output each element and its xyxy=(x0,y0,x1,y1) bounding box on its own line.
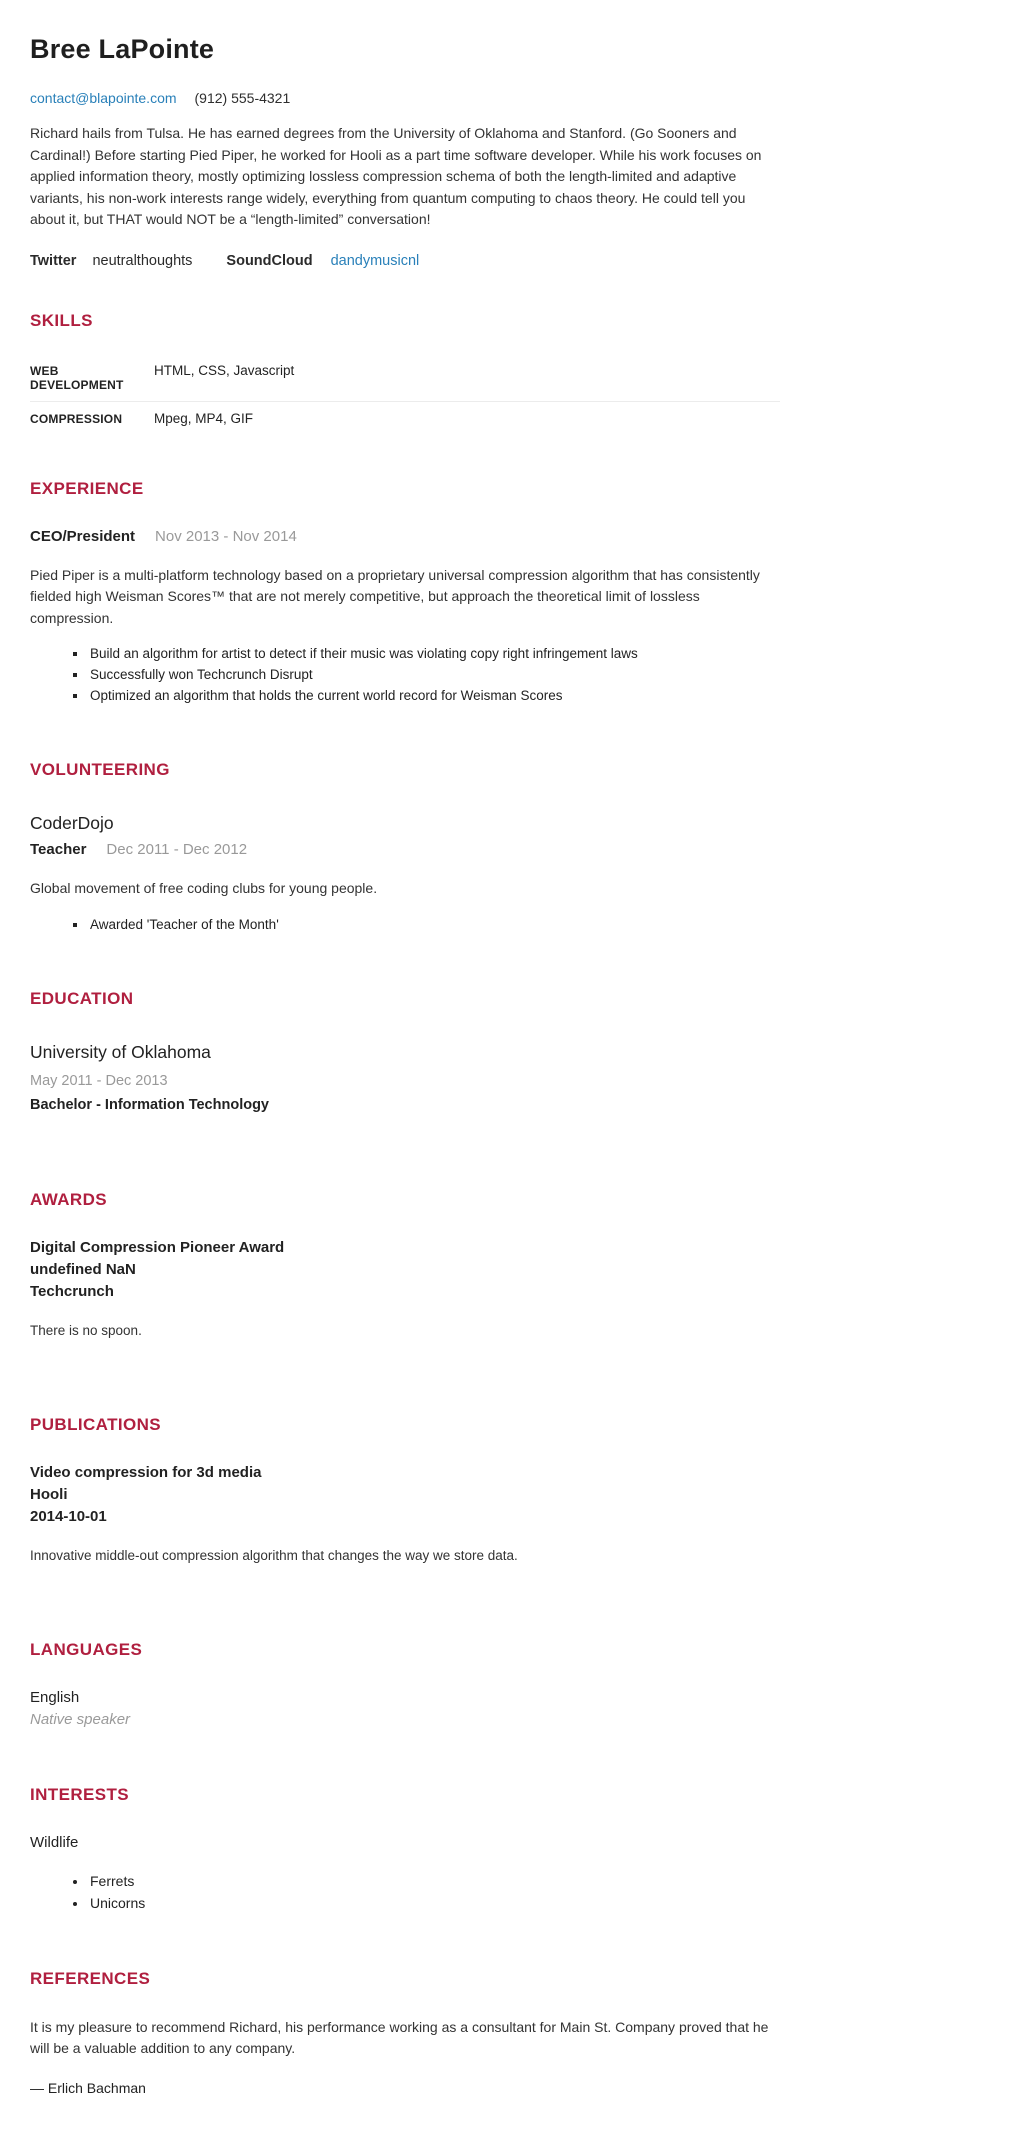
phone-number: (912) 555-4321 xyxy=(194,90,291,106)
reference-text: It is my pleasure to recommend Richard, his performance working as a consultant for Main St. Company proved that he will be a valuable addition to any company. xyxy=(30,2018,769,2056)
job-header-row xyxy=(30,528,780,545)
job-highlights-list xyxy=(30,643,780,706)
highlight-item: ▪ Successfully won Techcrunch Disrupt xyxy=(88,664,780,685)
twitter-username: neutralthoughts xyxy=(92,252,193,269)
highlight-item: ▪ Optimized an algorithm that holds the current world record for Weisman Scores xyxy=(88,685,780,706)
interest-keyword: • Ferrets xyxy=(88,1870,780,1893)
skill-name: WEB DEVELOPMENT xyxy=(30,363,124,392)
skill-name: COMPRESSION xyxy=(30,411,123,426)
interests-section xyxy=(30,1783,780,1915)
publication-date: 2014-10-01 xyxy=(30,1507,107,1525)
awards-section xyxy=(30,1188,780,1341)
publication-details xyxy=(30,1462,780,1528)
skill-keywords: Mpeg, MP4, GIF xyxy=(154,410,254,426)
award-date: undefined NaN xyxy=(30,1260,136,1278)
interest-keyword: • Unicorns xyxy=(88,1892,780,1915)
language-name: English xyxy=(30,1688,80,1706)
awards-heading: AWARDS xyxy=(30,1189,108,1209)
interest-keywords-list xyxy=(30,1870,780,1915)
experience-section xyxy=(30,477,780,707)
publication-name: Video compression for 3d media xyxy=(30,1463,262,1481)
interest-name: Wildlife xyxy=(30,1833,79,1851)
education-degree: Bachelor - Information Technology xyxy=(30,1096,269,1113)
education-section xyxy=(30,987,780,1116)
job-dates: Nov 2013 - Nov 2014 xyxy=(155,527,297,545)
profiles-row xyxy=(30,253,780,269)
language-fluency: Native speaker xyxy=(30,1710,131,1728)
contact-row xyxy=(30,90,780,106)
skills-table xyxy=(30,354,780,435)
skill-row xyxy=(30,354,780,401)
volunteer-summary: Global movement of free coding clubs for young people. xyxy=(30,880,378,896)
education-heading: EDUCATION xyxy=(30,988,134,1008)
award-details xyxy=(30,1237,780,1303)
email-link[interactable]: contact@blapointe.com xyxy=(30,90,177,106)
references-section xyxy=(30,1967,780,2096)
skills-section xyxy=(30,309,780,435)
languages-section xyxy=(30,1638,780,1731)
highlight-item: ▪ Build an algorithm for artist to detect if their music was violating copy right infringement laws xyxy=(88,643,780,664)
job-title: CEO/President xyxy=(30,527,136,545)
highlight-item: ▪ Awarded 'Teacher of the Month' xyxy=(88,914,780,935)
volunteering-heading: VOLUNTEERING xyxy=(30,760,170,779)
volunteering-section xyxy=(30,758,780,935)
education-dates: May 2011 - Dec 2013 xyxy=(30,1072,168,1089)
award-summary: There is no spoon. xyxy=(30,1322,142,1338)
publications-section xyxy=(30,1413,780,1566)
soundcloud-network-label: SoundCloud xyxy=(226,252,313,269)
volunteer-header-row xyxy=(30,841,780,858)
reference-name: — Erlich Bachman xyxy=(30,2079,146,2096)
interests-heading: INTERESTS xyxy=(30,1784,130,1804)
twitter-network-label: Twitter xyxy=(30,252,77,269)
institution-name: University of Oklahoma xyxy=(30,1041,211,1062)
languages-heading: LANGUAGES xyxy=(30,1639,143,1659)
summary-paragraph: Richard hails from Tulsa. He has earned degrees from the University of Oklahoma and Stanford. (Go Sooners and Cardinal!) Before starting Pied Piper, he worked for Hooli as a part time software developer. While his work focuses on applied information theory, mostly optimizing lossless compression schema of both the length-limited and adaptive variants, his non-work interests range widely, everything from quantum computing to chaos theory. He could tell you about it, but THAT would NOT be a “length-limited” conversation! xyxy=(30,125,762,227)
organization-name: CoderDojo xyxy=(30,813,114,833)
references-heading: REFERENCES xyxy=(30,1968,151,1988)
volunteer-position: Teacher xyxy=(30,841,87,858)
name-heading: Bree LaPointe xyxy=(30,34,215,64)
job-summary: Pied Piper is a multi-platform technology based on a proprietary universal compression algorithm that has consistently fielded high Weisman Scores™ that are not merely competitive, but approach the theoretical limit of lossless compression. xyxy=(30,566,760,626)
skill-keywords: HTML, CSS, Javascript xyxy=(154,362,295,378)
award-awarder: Techcrunch xyxy=(30,1282,114,1300)
resume-content xyxy=(30,32,780,2096)
skill-row xyxy=(30,401,780,435)
publication-publisher: Hooli xyxy=(30,1485,68,1503)
volunteer-dates: Dec 2011 - Dec 2012 xyxy=(106,841,248,858)
publications-heading: PUBLICATIONS xyxy=(30,1414,162,1434)
publication-summary: Innovative middle-out compression algorithm that changes the way we store data. xyxy=(30,1547,518,1563)
skills-heading: SKILLS xyxy=(30,310,93,330)
experience-heading: EXPERIENCE xyxy=(30,478,144,498)
soundcloud-username-link[interactable]: dandymusicnl xyxy=(330,252,420,269)
volunteer-highlights-list xyxy=(30,914,780,935)
award-title: Digital Compression Pioneer Award xyxy=(30,1238,285,1256)
